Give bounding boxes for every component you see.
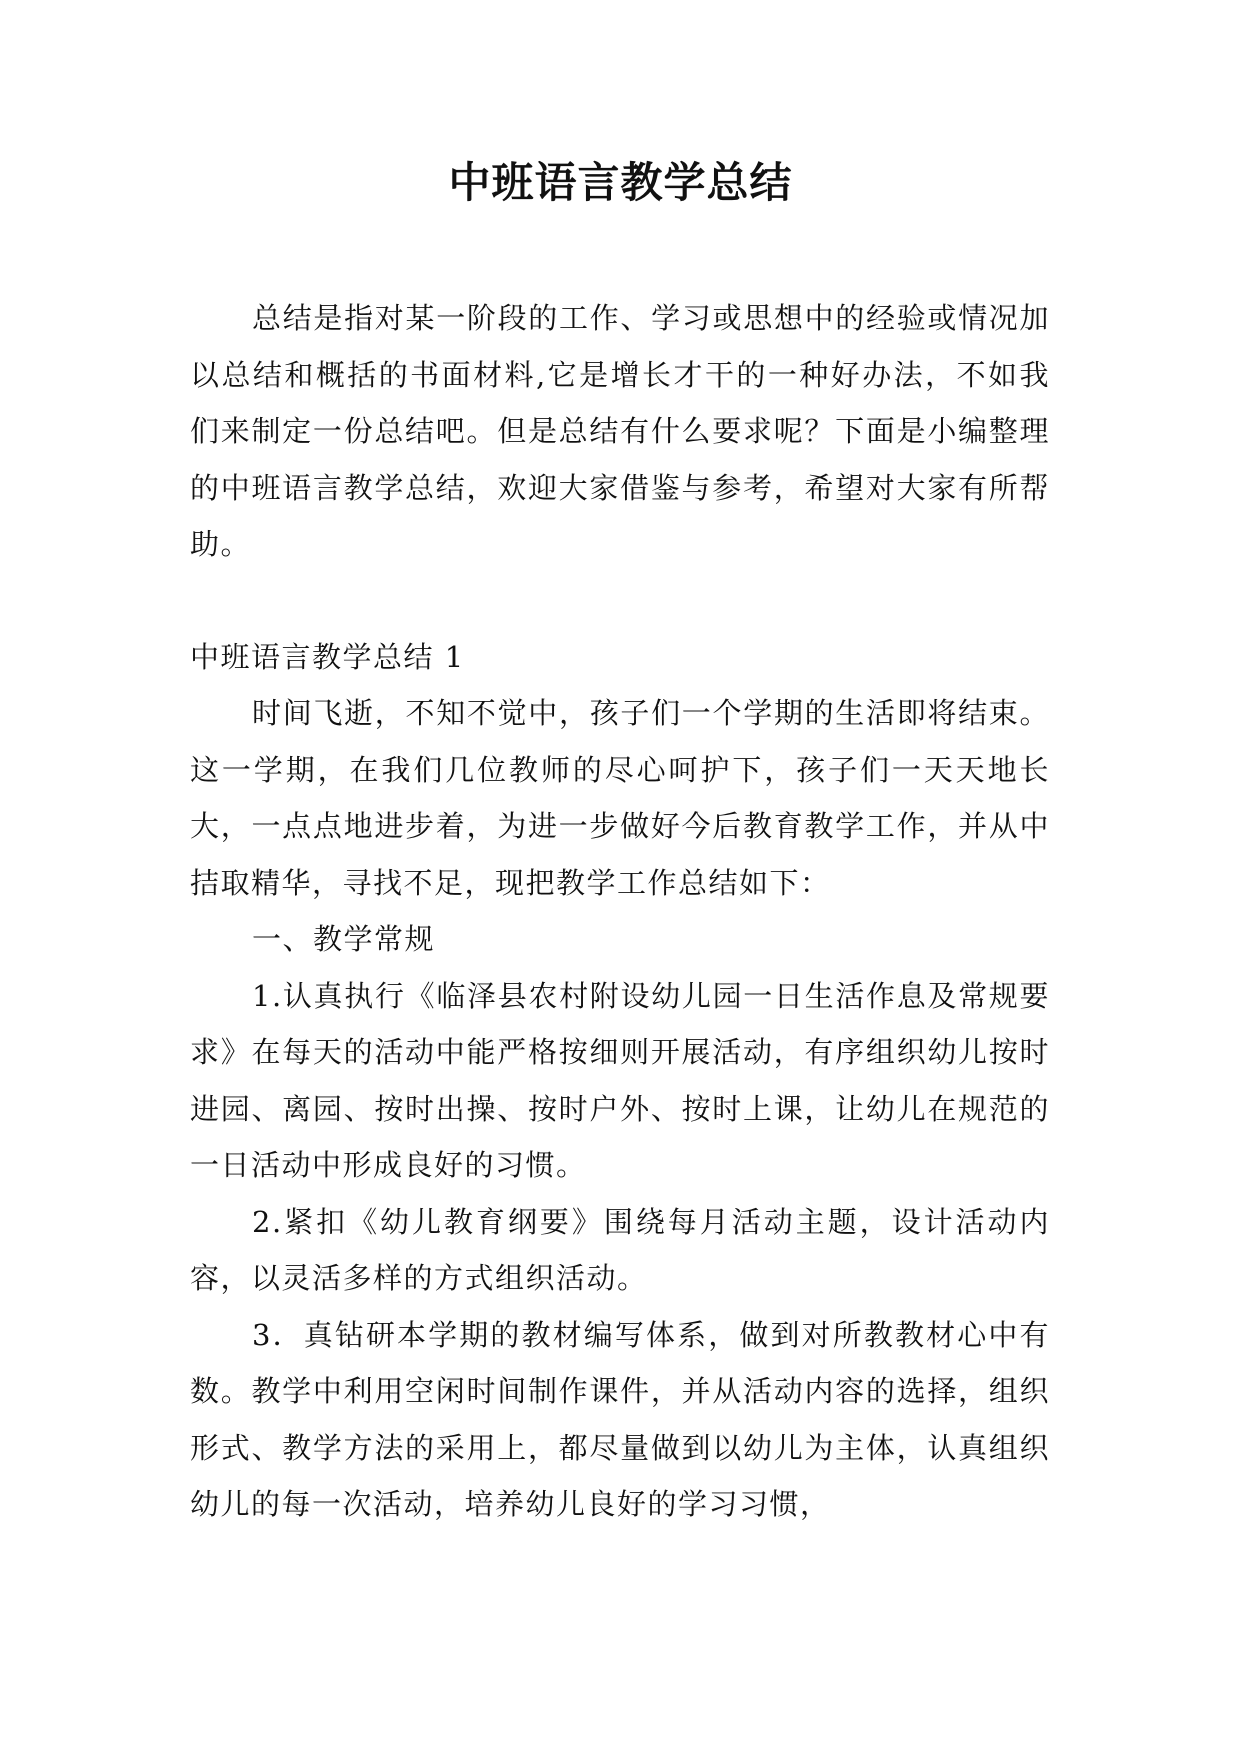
paragraph-summary-opening: 时间飞逝，不知不觉中，孩子们一个学期的生活即将结束。这一学期，在我们几位教师的尽心呵护下，孩子们一天天地长大，一点点地进步着，为进一步做好今后教育教学工作，并从中拮取精华，寻找不足，现把教学工作总结如下：: [190, 696, 1050, 900]
paragraph-item-1: 1.认真执行《临泽县农村附设幼儿园一日生活作息及常规要求》在每天的活动中能严格按细则开展活动，有序组织幼儿按时进园、离园、按时出操、按时户外、按时上课，让幼儿在规范的一日活动中形成良好的习惯。: [190, 978, 1050, 1182]
section-title: 中班语言教学总结 1: [190, 639, 465, 674]
paragraph-item-2: 2.紧扣《幼儿教育纲要》围绕每月活动主题，设计活动内容，以灵活多样的方式组织活动。: [190, 1204, 1050, 1295]
heading-teaching-routine: 一、教学常规: [252, 922, 436, 956]
paragraph-item-3: 3．真钻研本学期的教材编写体系，做到对所教教材心中有数。教学中利用空闲时间制作课件，并从活动内容的选择，组织形式、教学方法的采用上，都尽量做到以幼儿为主体，认真组织幼儿的每一次活动，培养幼儿良好的学习习惯，: [190, 1317, 1050, 1521]
document-body: [190, 290, 1050, 1533]
intro-paragraph: 总结是指对某一阶段的工作、学习或思想中的经验或情况加以总结和概括的书面材料,它是增长才干的一种好办法，不如我们来制定一份总结吧。但是总结有什么要求呢？下面是小编整理的中班语言教学总结，欢迎大家借鉴与参考，希望对大家有所帮助。: [190, 301, 1050, 561]
document-title: 中班语言教学总结: [448, 158, 793, 207]
